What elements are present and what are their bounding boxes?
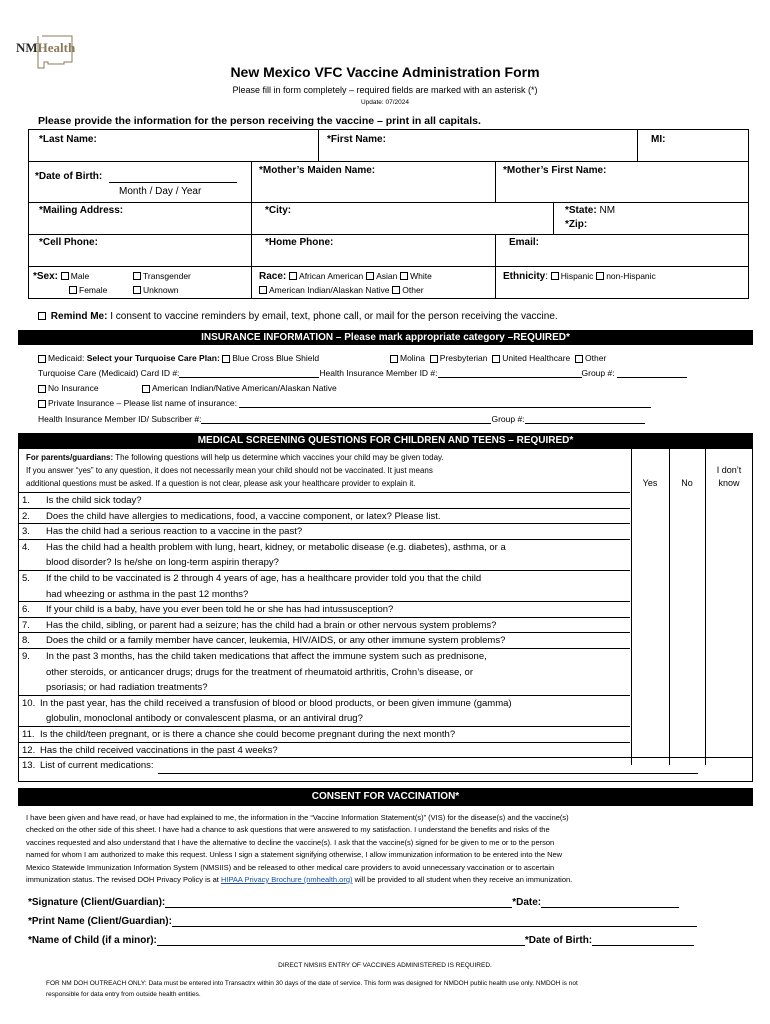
question-text: Has the child had a health problem with lung, heart, kidney, or metabolic disease (e.g. diabetes), asthma, or a (46, 541, 506, 553)
private-insurance-checkbox[interactable] (38, 400, 46, 408)
question-text: Is the child sick today? (46, 495, 142, 506)
plan-options-row (390, 353, 606, 363)
race-label: Race: (259, 271, 287, 282)
sex-transgender-checkbox[interactable] (133, 272, 141, 280)
cell-phone-field[interactable]: *Cell Phone: (39, 237, 98, 248)
turquoise-card-input[interactable] (179, 377, 319, 378)
col-dont-know-header (705, 464, 753, 490)
bcbs-checkbox[interactable] (222, 355, 230, 363)
answer-yes-cell[interactable] (630, 539, 668, 570)
united-checkbox[interactable] (492, 355, 500, 363)
answer-no-cell[interactable] (668, 601, 704, 617)
screening-intro-line-3: additional questions must be asked. If a question is not clear, please ask your healthcare provider to explain it. (26, 479, 416, 488)
ethnicity-non-hispanic-checkbox[interactable] (596, 272, 604, 280)
sex-male-checkbox[interactable] (61, 272, 69, 280)
sex-unknown-label: Unknown (143, 285, 179, 295)
united-label: United Healthcare (502, 353, 571, 363)
answer-no-cell[interactable] (668, 632, 704, 648)
col-yes-header: Yes (642, 478, 658, 488)
child-name-input[interactable] (157, 945, 525, 946)
question-text: If the child to be vaccinated is 2 through 4 years of age, has a healthcare provider told you that the child (46, 573, 482, 584)
ethnicity-group: Ethnicity: Hispanic non-Hispanic (503, 271, 656, 282)
answers-bottom-line (630, 757, 753, 758)
answer-no-cell[interactable] (668, 695, 704, 726)
consent-last-post: will be provided to all student when they receive an immunization. (354, 875, 573, 885)
sex-female-checkbox[interactable] (69, 286, 77, 294)
child-dob-label: *Date of Birth: (524, 935, 593, 946)
screening-question-3 (22, 524, 302, 540)
question-text: Does the child have allergies to medications, food, a vaccine component, or latex? Please list. (46, 510, 441, 522)
insurance-header: INSURANCE INFORMATION – Please mark appropriate category –REQUIRED* (18, 330, 753, 345)
race-asian-checkbox[interactable] (366, 272, 374, 280)
sex-female-option (69, 285, 107, 296)
answer-dont-know-cell[interactable] (704, 726, 753, 742)
medicaid-row (38, 353, 319, 363)
answer-dont-know-cell[interactable] (704, 492, 753, 508)
question-number: 5. (22, 573, 30, 584)
question-text: In the past year, has the child received a transfusion of blood or blood products, or been given immune (gamma) (40, 697, 512, 709)
print-name-row (28, 916, 697, 927)
answer-no-cell[interactable] (668, 570, 704, 601)
child-name-row (28, 935, 694, 946)
race-white-checkbox[interactable] (400, 272, 408, 280)
group-label: Group #: (581, 368, 615, 378)
turquoise-card-row (38, 368, 687, 378)
date-label: *Date: (512, 897, 542, 908)
answer-dont-know-cell[interactable] (704, 617, 753, 633)
question-line (22, 680, 487, 696)
no-insurance-label: No Insurance (48, 383, 99, 393)
answer-dont-know-cell[interactable] (704, 742, 753, 758)
col-dont-know-line-1: I don’t (716, 465, 742, 475)
question-text: Has the child, sibling, or parent had a seizure; has the child had a brain or other nervous system problems? (46, 619, 497, 631)
screening-question-12 (22, 743, 278, 759)
question-number: 4. (22, 541, 30, 553)
question-line (22, 758, 698, 774)
race-white-label: White (410, 271, 432, 281)
question-number: 13. (22, 760, 36, 772)
answer-dont-know-cell[interactable] (704, 648, 753, 695)
child-name-label: *Name of Child (if a minor): (28, 935, 157, 946)
zip-field[interactable]: *Zip: (565, 219, 588, 230)
medicaid-checkbox[interactable] (38, 355, 46, 363)
subscriber-row (38, 414, 645, 424)
screening-question-6 (22, 602, 393, 618)
question-number: 11. (22, 729, 35, 740)
question-text: blood disorder? Is he/she on long-term aspirin therapy? (46, 557, 279, 569)
question-line (22, 540, 506, 556)
logo-wordmark (16, 40, 75, 56)
consent-header: CONSENT FOR VACCINATION* (18, 788, 753, 806)
question-line (22, 727, 455, 743)
form-update-date: Update: 07/2024 (360, 99, 410, 106)
screening-question-5 (22, 571, 481, 602)
ethnicity-label: Ethnicity (503, 271, 546, 282)
consent-text (26, 812, 746, 886)
answer-yes-cell[interactable] (630, 617, 668, 633)
answer-yes-cell[interactable] (630, 726, 668, 742)
remind-me-checkbox[interactable] (38, 312, 46, 320)
private-insurance-row (38, 398, 651, 408)
home-phone-field[interactable]: *Home Phone: (265, 237, 334, 248)
form-title: New Mexico VFC Vaccine Administration Form (230, 64, 540, 80)
american-indian-row (142, 383, 337, 393)
private-insurance-label: Private Insurance – Please list name of insurance: (48, 398, 237, 408)
sex-male-label: Male (70, 271, 90, 281)
question-text: List of current medications: (40, 760, 154, 772)
screening-question-8 (22, 633, 505, 649)
col-dont-know-line-2: know (718, 478, 740, 488)
logo-nm: NM (16, 40, 38, 55)
answer-yes-cell[interactable] (630, 570, 668, 601)
footer-direct-entry: DIRECT NMSIIS ENTRY OF VACCINES ADMINISTERED IS REQUIRED. (278, 962, 492, 969)
answer-dont-know-cell[interactable] (704, 695, 753, 726)
dob-format: Month / Day / Year (119, 186, 202, 197)
no-insurance-checkbox[interactable] (38, 385, 46, 393)
race-african-checkbox[interactable] (289, 272, 297, 280)
answer-no-cell[interactable] (668, 617, 704, 633)
group2-label: Group #: (491, 414, 525, 424)
question-line (22, 509, 440, 525)
mailing-address-field[interactable]: *Mailing Address: (39, 205, 124, 216)
answer-yes-cell[interactable] (630, 601, 668, 617)
screening-intro (26, 451, 444, 490)
question-number: 12. (22, 744, 36, 756)
answer-no-cell[interactable] (668, 648, 704, 695)
answer-dont-know-cell[interactable] (704, 539, 753, 570)
consent-line: vaccines requested and also understand that I have the alternative to decline the vaccine(s). I ask that the vaccine(s) signed for be given to me or to the person (26, 837, 555, 847)
race-other-label: Other (402, 285, 424, 295)
molina-label: Molina (400, 353, 426, 363)
state-label: *State: (565, 205, 597, 216)
other-plan-checkbox[interactable] (575, 355, 583, 363)
question-text: globulin, monoclonal antibody or convalescent plasma, or an antiviral drug? (46, 713, 363, 725)
mi-field[interactable]: MI: (651, 134, 666, 145)
screening-header: MEDICAL SCREENING QUESTIONS FOR CHILDREN AND TEENS – REQUIRED* (18, 433, 753, 448)
answer-yes-cell[interactable] (630, 742, 668, 758)
race-asian-label: Asian (376, 271, 398, 281)
screening-question-13 (22, 758, 698, 774)
american-indian-label: American Indian/Native American/Alaskan Native (152, 383, 337, 393)
screening-question-9 (22, 649, 487, 696)
health-member-id-input[interactable] (438, 377, 582, 378)
patient-instruction: Please provide the information for the person receiving the vaccine – print in all capitals. (38, 115, 481, 127)
consent-line: checked on the other side of this sheet. I have had a chance to ask questions that were answered to my satisfaction. I understand the benefits and risks of the (26, 825, 550, 835)
answer-no-cell[interactable] (668, 508, 704, 524)
screening-intro-text-1: The following questions will help us determine which vaccines your child may be given today. (115, 453, 444, 462)
question-number: 2. (22, 510, 30, 522)
date-input[interactable] (541, 907, 679, 908)
presbyterian-checkbox[interactable] (430, 355, 438, 363)
race-row-1 (259, 271, 432, 282)
screening-question-4 (22, 540, 506, 571)
sex-transgender-option (133, 271, 191, 282)
sex-transgender-label: Transgender (143, 271, 191, 281)
consent-line: Mexico Statewide Immunization Information System (NMSIIS) and be released to other medical care providers to avoid unnecessary vaccination or to ascertain (26, 862, 555, 872)
signature-row (28, 897, 679, 908)
question-line (22, 587, 481, 603)
ethnicity-non-hispanic-label: non-Hispanic (606, 271, 656, 281)
no-insurance-row (38, 383, 99, 393)
remind-me-text: I consent to vaccine reminders by email, text, phone call, or mail for the person receiving the vaccine. (110, 311, 558, 322)
question-line (22, 649, 487, 665)
answer-yes-cell[interactable] (630, 648, 668, 695)
question-text: Does the child or a family member have cancer, leukemia, HIV/AIDS, or any other immune system problems? (46, 635, 506, 647)
screening-intro-bold: For parents/guardians: (26, 453, 114, 462)
signature-label: *Signature (Client/Guardian): (28, 897, 166, 908)
american-indian-checkbox[interactable] (142, 385, 150, 393)
consent-line: named for whom I am authorized to make this request. Unless I sign a statement signifying otherwise, I allow immunization information to be entered into the New (26, 850, 563, 860)
question-text: If your child is a baby, have you ever been told he or she has had intussusception? (46, 604, 394, 616)
last-name-field[interactable]: *Last Name: (39, 134, 97, 145)
question-line (22, 743, 278, 759)
first-name-field[interactable]: *First Name: (327, 134, 386, 145)
sex-female-label: Female (79, 285, 108, 295)
print-name-input[interactable] (172, 926, 697, 927)
col-no-header: No (681, 478, 693, 488)
group-input[interactable] (617, 377, 687, 378)
ethnicity-hispanic-label: Hispanic (560, 271, 594, 281)
question-text: In the past 3 months, has the child taken medications that affect the immune system such as prednisone, (46, 651, 487, 662)
footer-outreach-line-2: responsible for data entry from outside health entities. (46, 991, 201, 998)
print-name-label: *Print Name (Client/Guardian): (28, 916, 172, 927)
consent-line-last (26, 874, 746, 886)
answer-dont-know-cell[interactable] (704, 508, 753, 524)
medicaid-label: Medicaid: (48, 353, 85, 363)
question-text: Has the child received vaccinations in the past 4 weeks? (40, 744, 278, 756)
select-plan-label: Select your Turquoise Care Plan: (86, 353, 220, 363)
question-number: 9. (22, 651, 30, 662)
question-text: psoriasis; or had radiation treatments? (46, 682, 208, 694)
screening-question-7 (22, 618, 496, 634)
screening-question-11 (22, 727, 455, 743)
sex-label: *Sex: (33, 271, 59, 282)
question-line (22, 633, 505, 649)
question-number: 6. (22, 604, 30, 616)
race-row-2 (259, 285, 424, 296)
question-line (22, 571, 481, 587)
answer-no-cell[interactable] (668, 492, 704, 508)
answer-yes-cell[interactable] (630, 523, 668, 539)
answer-dont-know-cell[interactable] (704, 570, 753, 601)
screening-intro-line-2: If you answer “yes” to any question, it does not necessarily mean your child should not be vaccinated. It just means (26, 466, 433, 475)
answer-yes-cell[interactable] (630, 632, 668, 648)
question-number: 1. (22, 495, 30, 506)
subscriber-input[interactable] (201, 423, 491, 424)
answer-yes-cell[interactable] (630, 492, 668, 508)
answer-dont-know-cell[interactable] (704, 523, 753, 539)
question-text: had wheezing or asthma in the past 12 months? (46, 588, 249, 600)
hipaa-privacy-link[interactable]: HIPAA Privacy Brochure (nmhealth.org) (220, 875, 353, 885)
mother-first-name-field[interactable]: *Mother’s First Name: (503, 165, 607, 176)
form-subtitle: Please fill in form completely – required fields are marked with an asterisk (*) (232, 85, 538, 95)
dob-label: *Date of Birth: (35, 171, 103, 182)
subscriber-label: Health Insurance Member ID/ Subscriber #: (38, 414, 202, 424)
question-line (22, 493, 142, 509)
sex-unknown-option (133, 285, 178, 296)
current-medications-input[interactable] (158, 773, 698, 774)
logo-health: Health (37, 40, 76, 55)
question-line (22, 555, 506, 571)
sex-unknown-checkbox[interactable] (133, 286, 141, 294)
molina-checkbox[interactable] (390, 355, 398, 363)
screening-question-10 (22, 696, 512, 727)
turquoise-card-label: Turquoise Care (Medicaid) Card ID #: (38, 368, 180, 378)
race-american-indian-label: American Indian/Alaskan Native (269, 285, 390, 295)
other-plan-label: Other (585, 353, 607, 363)
screening-question-1 (22, 493, 142, 509)
question-text: other steroids, or anticancer drugs; drugs for the treatment of rheumatoid arthritis, Crohn’s disease, or (46, 666, 474, 678)
question-text: Is the child/teen pregnant, or is there a chance she could become pregnant during the next month? (40, 729, 456, 740)
state-value: NM (599, 205, 616, 216)
answer-dont-know-cell[interactable] (704, 632, 753, 648)
question-number: 8. (22, 635, 30, 647)
question-line (22, 524, 302, 540)
race-african-label: African American (299, 271, 364, 281)
signature-input[interactable] (165, 907, 512, 908)
dob-input[interactable] (109, 182, 237, 183)
answer-no-cell[interactable] (668, 742, 704, 758)
answer-yes-cell[interactable] (630, 508, 668, 524)
answer-no-cell[interactable] (668, 726, 704, 742)
screening-question-2 (22, 509, 440, 525)
remind-me-row (38, 311, 558, 322)
screening-intro-line-1 (26, 451, 444, 464)
mother-maiden-name-field[interactable]: *Mother’s Maiden Name: (259, 165, 376, 176)
question-number: 10. (22, 697, 36, 709)
race-american-indian-checkbox[interactable] (259, 286, 267, 294)
sex-group (33, 271, 89, 282)
child-dob-input[interactable] (592, 945, 694, 946)
private-insurance-input[interactable] (239, 407, 651, 408)
health-member-id-label: Health Insurance Member ID #: (319, 368, 438, 378)
consent-line: I have been given and have read, or have had explained to me, the information in the “Vaccine Information Statement(s)” (VIS) for the disease(s) and the vaccine(s) (26, 813, 569, 822)
presbyterian-label: Presbyterian (439, 353, 488, 363)
race-other-checkbox[interactable] (392, 286, 400, 294)
answer-no-cell[interactable] (668, 523, 704, 539)
patient-info-table (28, 129, 749, 299)
question-line (22, 602, 393, 618)
group2-input[interactable] (525, 423, 645, 424)
answer-yes-cell[interactable] (630, 695, 668, 726)
question-line (22, 665, 487, 681)
email-field[interactable]: Email: (509, 237, 540, 248)
footer-outreach (46, 978, 736, 1000)
question-line (22, 696, 512, 712)
city-field[interactable]: *City: (265, 205, 292, 216)
answer-dont-know-cell[interactable] (704, 601, 753, 617)
bcbs-label: Blue Cross Blue Shield (232, 353, 320, 363)
footer-outreach-line-1: FOR NM DOH OUTREACH ONLY: Data must be entered into Transactrx within 30 days of the date of service. This form was designed for NMDOH public health use only. NMDOH is not (46, 980, 578, 987)
state-field[interactable] (565, 205, 615, 216)
question-line (22, 618, 496, 634)
question-text: Has the child had a serious reaction to a vaccine in the past? (46, 526, 303, 538)
question-number: 3. (22, 526, 30, 538)
question-number: 7. (22, 619, 30, 631)
answer-no-cell[interactable] (668, 539, 704, 570)
remind-me-label: Remind Me: (50, 311, 108, 322)
question-line (22, 711, 512, 727)
ethnicity-hispanic-checkbox[interactable] (551, 272, 559, 280)
consent-last-pre: immunization status. The revised DOH Privacy Policy is at (26, 875, 219, 885)
